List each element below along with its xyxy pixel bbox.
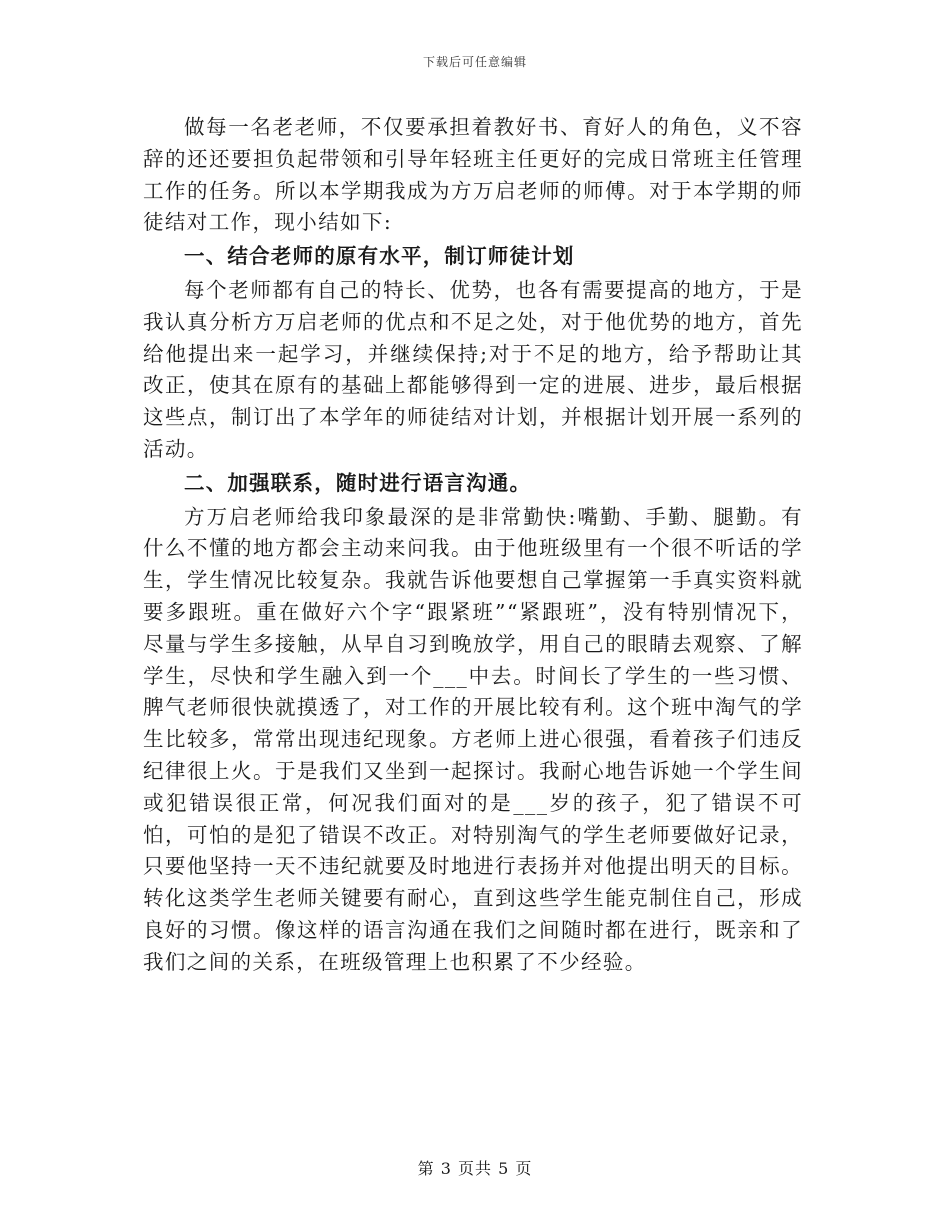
document-body — [143, 112, 803, 979]
section-heading-2: 二、加强联系，随时进行语言沟通。 — [184, 470, 532, 495]
paragraph-section-2: 方万启老师给我印象最深的是非常勤快:嘴勤、手勤、腿勤。有什么不懂的地方都会主动来问我。由于他班级里有一个很不听话的学生，学生情况比较复杂。我就告诉他要想自己掌握第一手真实资料就要多跟班。重在做好六个字“跟紧班”“紧跟班”，没有特别情况下，尽量与学生多接触，从早自习到晚放学，用自己的眼睛去观察、了解学生，尽快和学生融入到一个___中去。时间长了学生的一些习惯、脾气老师很快就摸透了，对工作的开展比较有利。这个班中淘气的学生比较多，常常出现违纪现象。方老师上进心很强，看着孩子们违反纪律很上火。于是我们又坐到一起探讨。我耐心地告诉她一个学生间或犯错误很正常，何况我们面对的是___岁的孩子，犯了错误不可怕，可怕的是犯了错误不改正。对特别淘气的学生老师要做好记录，只要他坚持一天不违纪就要及时地进行表扬并对他提出明天的目标。转化这类学生老师关键要有耐心，直到这些学生能克制住自己，形成良好的习惯。像这样的语言沟通在我们之间随时都在进行，既亲和了我们之间的关系，在班级管理上也积累了不少经验。 — [143, 504, 803, 974]
page-header: 下载后可任意编辑 — [422, 55, 527, 69]
paragraph-intro: 做每一名老老师，不仅要承担着教好书、育好人的角色，义不容辞的还还要担负起带领和引导年轻班主任更好的完成日常班主任管理工作的任务。所以本学期我成为方万启老师的师傅。对于本学期的师徒结对工作，现小结如下: — [143, 115, 803, 235]
paragraph-section-1: 每个老师都有自己的特长、优势，也各有需要提高的地方，于是我认真分析方万启老师的优点和不足之处，对于他优势的地方，首先给他提出来一起学习，并继续保持;对于不足的地方，给予帮助让其改正，使其在原有的基础上都能够得到一定的进展、进步，最后根据这些点，制订出了本学年的师徒结对计划，并根据计划开展一系列的活动。 — [143, 277, 803, 461]
page-number: 第 3 页共 5 页 — [417, 1159, 533, 1178]
section-heading-1: 一、结合老师的原有水平，制订师徒计划 — [184, 244, 575, 269]
